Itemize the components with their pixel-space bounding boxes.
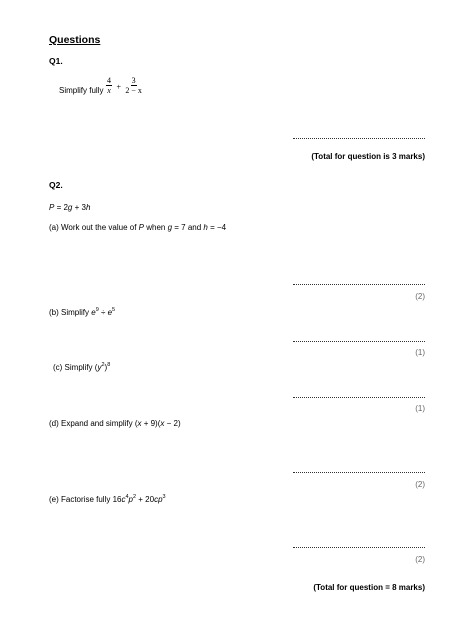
q2-formula: P = 2g + 3h: [49, 203, 91, 212]
q2b-marks: (1): [415, 348, 425, 357]
q1-frac2-numerator: 3: [131, 76, 136, 85]
q1-frac2-denominator: 2 − x: [125, 86, 142, 95]
q2d-question: (d) Expand and simplify (x + 9)(x − 2): [49, 419, 181, 428]
q2e-marks: (2): [415, 555, 425, 564]
q1-plus: +: [116, 82, 121, 92]
q2b-answer-line[interactable]: [293, 341, 425, 342]
q1-total-marks: (Total for question is 3 marks): [311, 152, 425, 161]
q2-total-marks: (Total for question = 8 marks): [313, 583, 425, 592]
q1-frac1-numerator: 4: [107, 76, 111, 85]
q2d-marks: (2): [415, 480, 425, 489]
q1-label: Q1.: [49, 56, 63, 66]
q2e-answer-line[interactable]: [293, 547, 425, 548]
q2c-marks: (1): [415, 404, 425, 413]
q2e-question: (e) Factorise fully $16c^4p^2 + 20cp^3$: [49, 494, 166, 504]
q2b-question: (b) Simplify $e^9 \div e^5$: [49, 307, 116, 317]
page-heading: Questions: [49, 34, 101, 46]
q1-fraction-2: [125, 76, 142, 95]
q2d-answer-line[interactable]: [293, 472, 425, 473]
q2-label: Q2.: [49, 180, 63, 190]
q2a-answer-line[interactable]: [293, 284, 425, 285]
q1-expression: [106, 76, 142, 95]
q2a-question: (a) Work out the value of P when g = 7 and h = −4: [49, 223, 227, 232]
q1-frac1-denominator: x: [107, 86, 111, 95]
q2c-answer-line[interactable]: [293, 397, 425, 398]
q1-fraction-1: [106, 76, 112, 95]
q1-answer-line[interactable]: [293, 138, 425, 139]
q1-prompt: Simplify fully: [59, 86, 104, 95]
q2a-marks: (2): [415, 292, 425, 301]
q2c-question: (c) Simplify $(y^2)^8$: [53, 362, 111, 372]
